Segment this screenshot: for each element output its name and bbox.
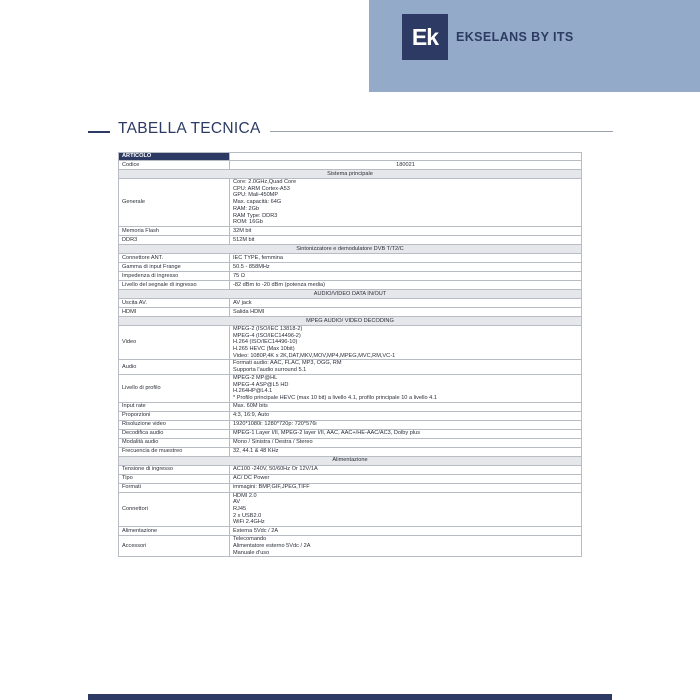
value-line: AV — [233, 499, 241, 506]
value-line: WiFi 2.4GHz — [233, 519, 265, 526]
row-value — [230, 360, 582, 374]
row-value — [230, 271, 582, 280]
value-line: RAM Type: DDR3 — [233, 212, 278, 219]
row-value — [230, 438, 582, 447]
row-label: Modalità audio — [119, 438, 230, 447]
value-line: H.265 HEVC (Max 10bit) — [233, 346, 295, 353]
row-value — [230, 465, 582, 474]
table-row — [119, 474, 582, 483]
row-value — [230, 280, 582, 289]
value-line: Max. capacità: 64G — [233, 199, 282, 206]
value-line: MPEG-4 ASP@L5 HD — [233, 381, 289, 388]
table-row — [119, 235, 582, 244]
row-value — [230, 374, 582, 402]
table-row — [119, 298, 582, 307]
table-row — [119, 253, 582, 262]
value-line: * Profilo principale HEVC (max 10 bit) a livello 4.1, profilo principale 10 a livello 4.1 — [233, 394, 437, 401]
section-title: MPEG AUDIO/ VIDEO DECODING — [119, 316, 582, 325]
value-line: IEC TYPE, femmina — [233, 254, 283, 261]
brand-logo: Ek — [402, 14, 448, 60]
row-value — [230, 474, 582, 483]
table-row — [119, 307, 582, 316]
value-line: AC100 -240V, 50/60Hz Or 12V/1A — [233, 466, 318, 473]
value-line: RAM: 2Gb — [233, 205, 260, 212]
row-label: Formati — [119, 483, 230, 492]
value-line: H.264 (ISO/IEC14496-10) — [233, 339, 298, 346]
codice-value: 180021 — [230, 161, 582, 170]
table-row — [119, 438, 582, 447]
row-value — [230, 235, 582, 244]
value-line: Formati audio: AAC, FLAC, MP3, OGG, RM — [233, 360, 342, 367]
section-title: AUDIO/VIDEO DATA IN/OUT — [119, 289, 582, 298]
value-line: 32, 44.1 & 48 KHz — [233, 448, 279, 455]
value-line: MPEG-2 MP@HL — [233, 374, 278, 381]
value-line: Core: 2.0GHz,Quad Core — [233, 179, 297, 185]
row-value — [230, 536, 582, 557]
table-row — [119, 420, 582, 429]
row-label: Livello del segnale di ingresso — [119, 280, 230, 289]
row-label: Connettori — [119, 492, 230, 527]
row-label: Generale — [119, 179, 230, 227]
section-row — [119, 289, 582, 298]
value-line: MPEG-1 Layer I/II, MPEG-2 layer I/II, AAC, AAC+/HE-AAC/AC3, Dolby plus — [233, 430, 420, 437]
row-value — [230, 411, 582, 420]
header-label: ARTICOLO — [119, 153, 230, 161]
footer-bar — [88, 694, 612, 700]
row-value — [230, 325, 582, 360]
row-label: Alimentazione — [119, 527, 230, 536]
row-label: Video — [119, 325, 230, 360]
row-label: Tipo — [119, 474, 230, 483]
value-line: Supporta l'audio surround 5.1 — [233, 367, 307, 374]
table-row — [119, 492, 582, 527]
row-value — [230, 492, 582, 527]
row-value — [230, 447, 582, 456]
value-line: Manuale d'uso — [233, 549, 270, 556]
value-line: 32M bit — [233, 227, 252, 234]
value-line: 2 x USB2.0 — [233, 512, 262, 519]
title-rule-right — [270, 131, 613, 132]
section-title: Sistema principale — [119, 170, 582, 179]
value-line: 512M bit — [233, 236, 255, 243]
row-label: DDR3 — [119, 235, 230, 244]
row-label: Frecuencia de muestreo — [119, 447, 230, 456]
value-line: HDMI 2.0 — [233, 492, 257, 499]
value-line: MPEG-2 (ISO/IEC 13818-2) — [233, 325, 303, 332]
value-line: -82 dBm to -20 dBm (potenza media) — [233, 281, 326, 288]
row-value — [230, 179, 582, 227]
table-row — [119, 465, 582, 474]
row-label: Decodifica audio — [119, 429, 230, 438]
section-title: Alimentazione — [119, 456, 582, 465]
value-line: AV jack — [233, 299, 252, 306]
row-label: Accessori — [119, 536, 230, 557]
brand-header — [369, 0, 700, 92]
table-row — [119, 325, 582, 360]
row-label: Risoluzione video — [119, 420, 230, 429]
value-line: AC/ DC Power — [233, 475, 270, 482]
row-label: Livello di profilo — [119, 374, 230, 402]
row-label: Input rate — [119, 402, 230, 411]
table-row — [119, 429, 582, 438]
value-line: Salida HDMI — [233, 308, 265, 315]
value-line: 1920*1080i: 1280*720p: 720*576i — [233, 421, 317, 428]
row-label: Proporzioni — [119, 411, 230, 420]
value-line: Telecomando — [233, 536, 267, 543]
value-line: Max. 60M bits — [233, 403, 268, 410]
row-value — [230, 226, 582, 235]
codice-row — [119, 161, 582, 170]
section-row — [119, 170, 582, 179]
table-row — [119, 527, 582, 536]
value-line: GPU: Mali-450MP — [233, 192, 279, 199]
value-line: 75 Ω — [233, 272, 245, 279]
value-line: ROM: 16Gb — [233, 219, 263, 226]
row-label: Tensione di ingresso — [119, 465, 230, 474]
value-line: Video: 1080P,4K x 2K,DAT,MKV,MOV,MP4,MPEG,MVC,RM,VC-1 — [233, 352, 396, 359]
row-label: HDMI — [119, 307, 230, 316]
value-line: H.264HP@L4.1 — [233, 388, 273, 395]
section-row — [119, 316, 582, 325]
spec-table — [118, 152, 582, 557]
table-row — [119, 179, 582, 227]
row-value — [230, 429, 582, 438]
value-line: RJ45 — [233, 506, 247, 513]
value-line: Esterna 5Vdc / 2A — [233, 527, 279, 534]
row-value — [230, 253, 582, 262]
row-label: Connettore ANT. — [119, 253, 230, 262]
table-row — [119, 360, 582, 374]
section-row — [119, 244, 582, 253]
title-rule-left — [88, 131, 110, 133]
table-row — [119, 374, 582, 402]
row-value — [230, 420, 582, 429]
row-value — [230, 262, 582, 271]
brand-name: EKSELANS BY ITS — [456, 30, 574, 44]
header-value: EK TC DROID — [230, 153, 582, 161]
table-row — [119, 411, 582, 420]
table-row — [119, 536, 582, 557]
section-row — [119, 456, 582, 465]
table-row — [119, 483, 582, 492]
value-line: 50.5 - 858MHz — [233, 263, 270, 270]
section-title: Sintonizzatore e demodulatore DVB T/T2/C — [119, 244, 582, 253]
table-row — [119, 226, 582, 235]
table-header-row — [119, 153, 582, 161]
value-line: MPEG-4 (ISO/IEC14496-2) — [233, 332, 301, 339]
page-title: TABELLA TECNICA — [118, 120, 261, 137]
table-row — [119, 402, 582, 411]
value-line: Alimentatore esterno 5Vdc / 2A — [233, 542, 311, 549]
row-label: Gamma di input Frange — [119, 262, 230, 271]
value-line: CPU: ARM Cortex-A53 — [233, 185, 290, 192]
row-value — [230, 402, 582, 411]
value-line: immagini: BMP,GIF,JPEG,TIFF — [233, 484, 310, 491]
value-line: Mono / Sinistra / Destra / Stereo — [233, 439, 313, 446]
row-label: Memoria Flash — [119, 226, 230, 235]
table-row — [119, 271, 582, 280]
codice-label: Codice — [119, 161, 230, 170]
row-value — [230, 483, 582, 492]
row-label: Impedenza di ingresso — [119, 271, 230, 280]
row-value — [230, 298, 582, 307]
row-value — [230, 527, 582, 536]
row-value — [230, 307, 582, 316]
table-row — [119, 262, 582, 271]
row-label: Audio — [119, 360, 230, 374]
table-row — [119, 280, 582, 289]
table-row — [119, 447, 582, 456]
value-line: 4:3, 16:9, Auto — [233, 412, 270, 419]
row-label: Uscita AV. — [119, 298, 230, 307]
